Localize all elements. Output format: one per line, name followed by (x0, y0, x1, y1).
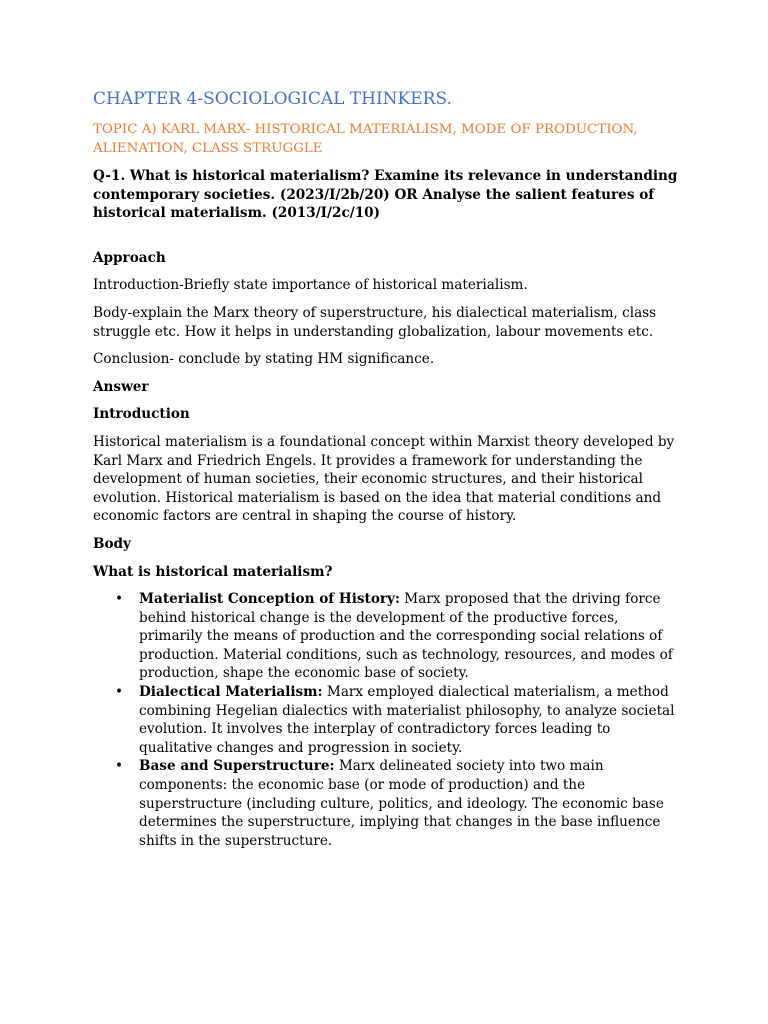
points-list (93, 590, 683, 850)
point-term: Dialectical Materialism: (139, 684, 323, 701)
bullet-icon: • (115, 758, 124, 775)
list-item (93, 590, 683, 683)
introduction-text: Historical materialism is a foundational concept within Marxist theory developed by Karl Marx and Friedrich Engels. It provides a framework for understanding the development of human societies, their economic structures, and their historical evolution. Historical materialism is based on the idea that material conditions and economic factors are central in shaping the course of history. (93, 433, 675, 525)
point-term: Base and Superstructure: (139, 758, 335, 775)
bullet-icon: • (115, 591, 124, 608)
body-subheading: What is historical materialism? (93, 563, 333, 580)
chapter-title: CHAPTER 4-SOCIOLOGICAL THINKERS. (93, 89, 452, 109)
topic-title: TOPIC A) KARL MARX- HISTORICAL MATERIALISM, MODE OF PRODUCTION, ALIENATION, CLASS STRUGGLE (93, 122, 638, 156)
list-item (93, 757, 683, 850)
introduction-heading: Introduction (93, 406, 190, 423)
approach-conclusion: Conclusion- conclude by stating HM significance. (93, 351, 435, 368)
answer-heading: Answer (93, 378, 149, 395)
body-heading: Body (93, 535, 131, 552)
point-text: Marx employed dialectical materialism, a method combining Hegelian dialectics with materialist philosophy, to analyze societal evolution. It involves the interplay of contradictory forces leading to qualitative changes and progression in society. (139, 684, 675, 756)
list-item (93, 683, 683, 757)
document-page (93, 88, 683, 850)
approach-introduction: Introduction-Briefly state importance of historical materialism. (93, 277, 528, 294)
point-term: Materialist Conception of History: (139, 591, 400, 608)
point-text: Marx delineated society into two main components: the economic base (or mode of production) and the superstructure (including culture, politics, and ideology. The economic base determines the superstructure, implying that changes in the base influence shifts in the superstructure. (139, 758, 664, 849)
bullet-icon: • (115, 684, 124, 701)
approach-body: Body-explain the Marx theory of superstructure, his dialectical materialism, class struggle etc. How it helps in understanding globalization, labour movements etc. (93, 304, 657, 340)
question-text: Q-1. What is historical materialism? Examine its relevance in understanding contemporary societies. (2023/I/2b/20) OR Analyse the salient features of historical materialism. (2013/I/2c/10) (93, 168, 678, 222)
approach-heading: Approach (93, 249, 166, 266)
point-text: Marx proposed that the driving force behind historical change is the development of the productive forces, primarily the means of production and the corresponding social relations of production. Material conditions, such as technology, resources, and modes of production, shape the economic base of society. (139, 591, 673, 682)
